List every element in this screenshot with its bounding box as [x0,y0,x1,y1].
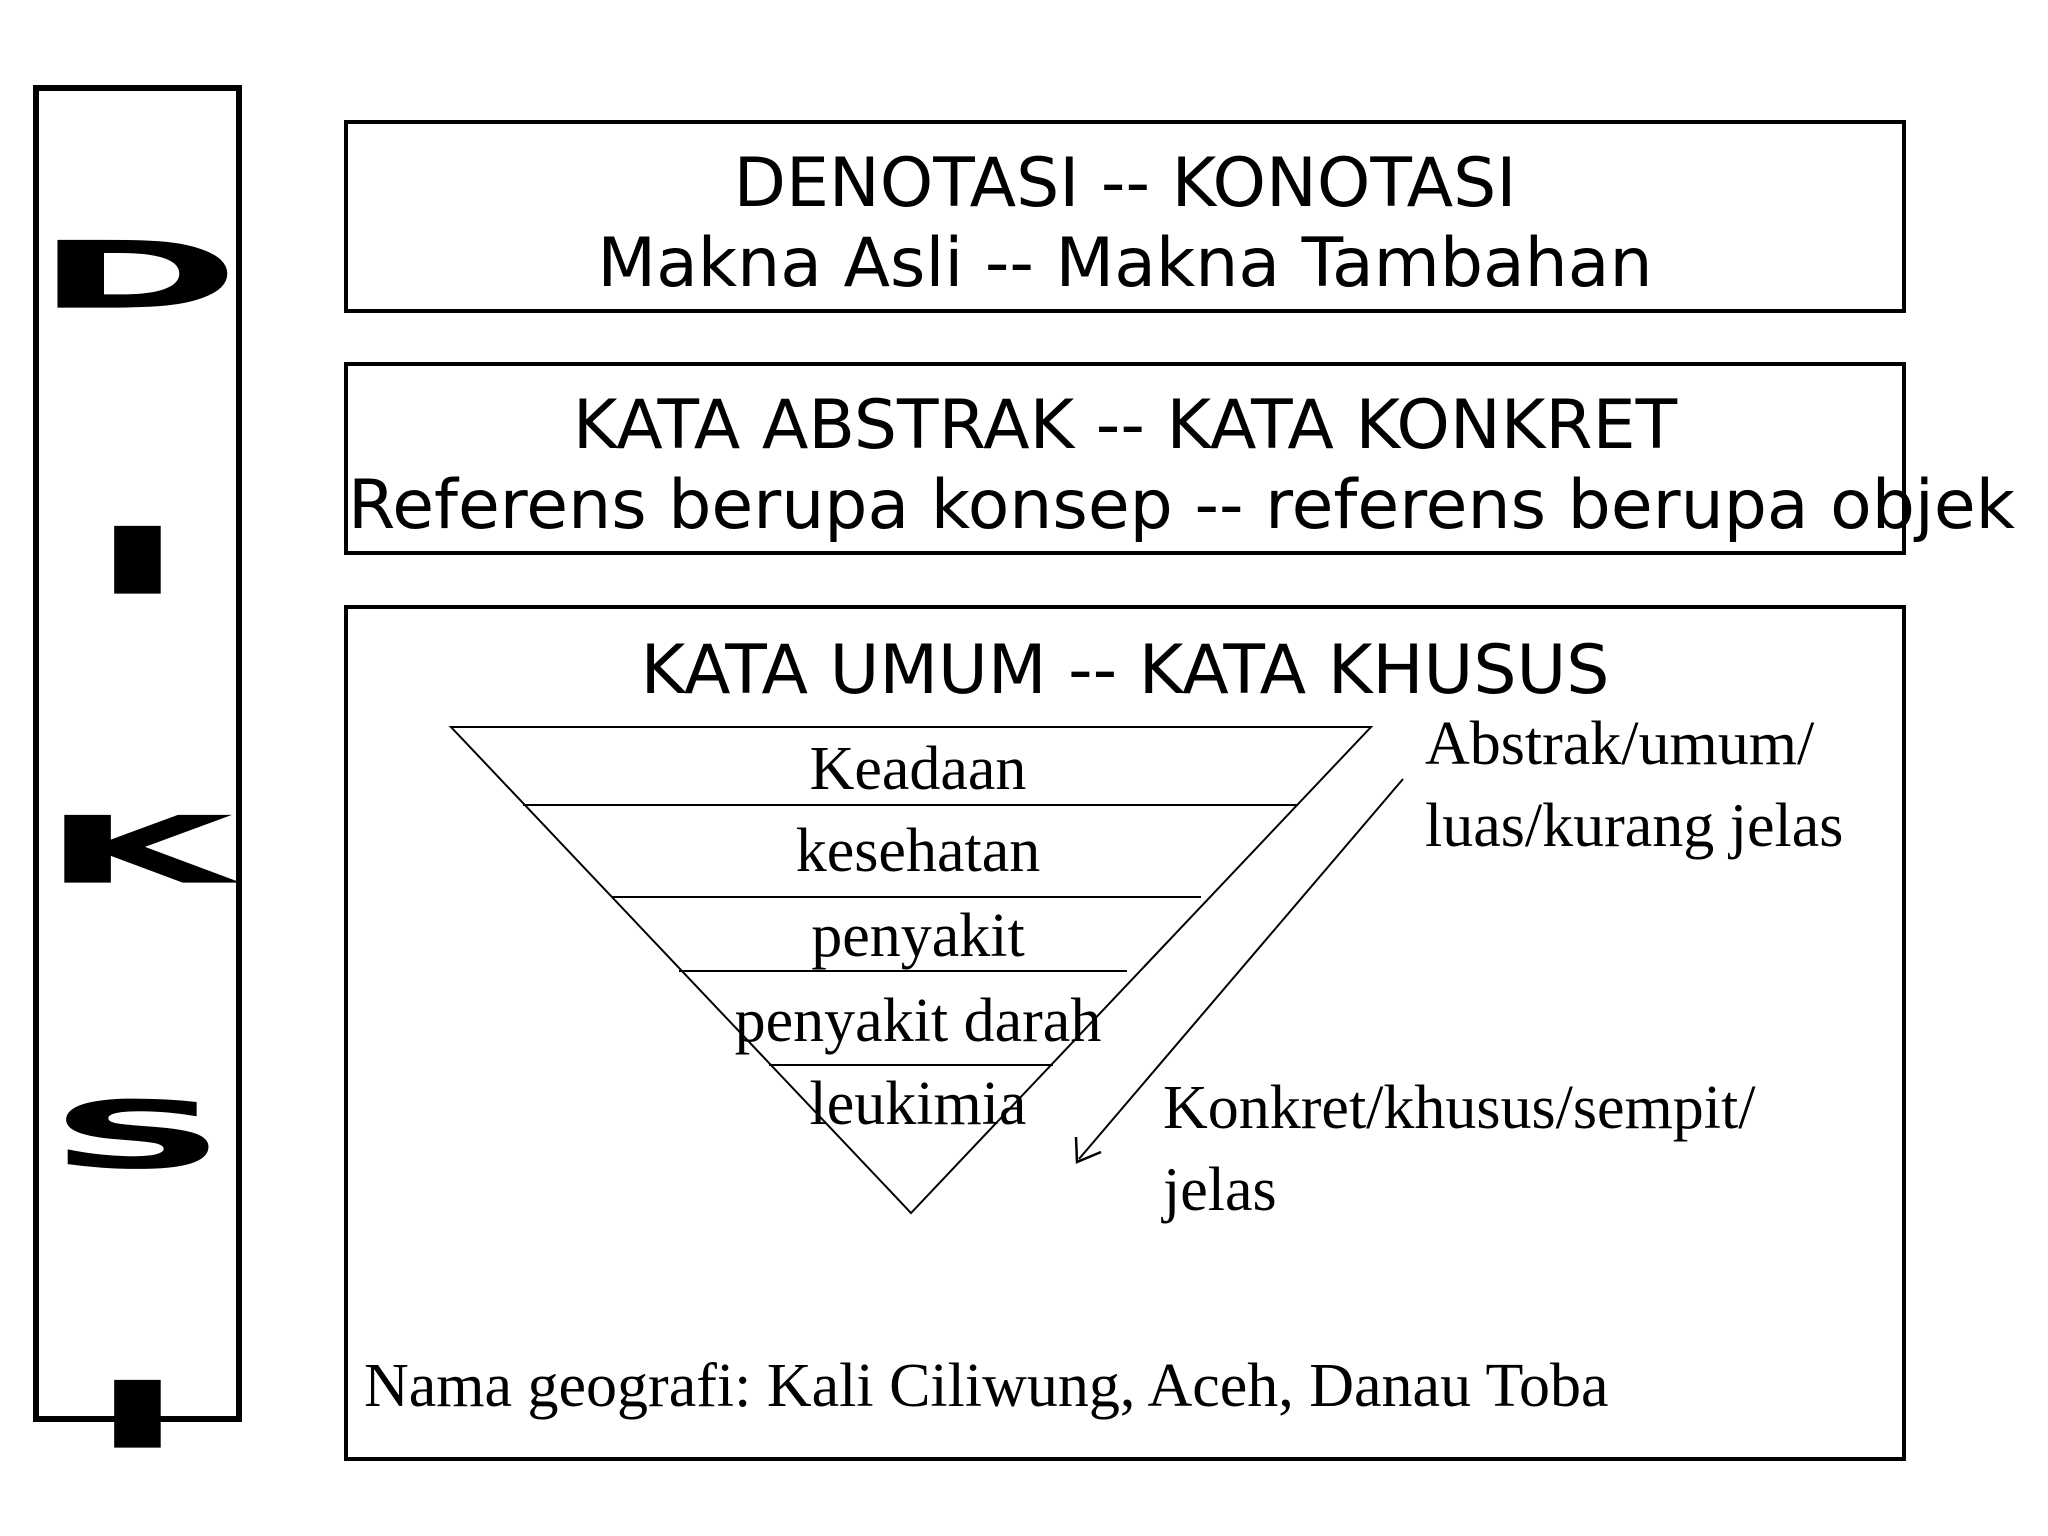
specific-note-line1: Konkret/khusus/sempit/ [1163,1074,1756,1142]
abstrak-heading: KATA ABSTRAK -- KATA KONKRET [572,386,1678,465]
level-label-penyakit: penyakit [811,902,1025,970]
denotasi-heading: DENOTASI -- KONOTASI [733,144,1517,223]
side-letter-d: D [34,222,241,330]
side-letter-i-last: I [91,1362,184,1470]
general-note-line2: luas/kurang jelas [1425,792,1844,860]
level-label-kesehatan: kesehatan [795,817,1041,885]
general-note-line1: Abstrak/umum/ [1425,710,1815,778]
denotasi-description: Makna Asli -- Makna Tambahan [597,224,1653,303]
side-letter-i-first: I [91,508,184,616]
specific-note-line2: jelas [1163,1156,1277,1224]
abstrak-description: Referens berupa konsep -- referens berupa objek [348,466,2016,545]
side-letter-s: S [48,1082,227,1190]
umum-heading: KATA UMUM -- KATA KHUSUS [640,631,1610,710]
side-letter-k: K [41,797,234,905]
level-label-leukimia: leukimia [809,1070,1027,1138]
level-label-keadaan: Keadaan [809,735,1027,803]
level-label-penyakit-darah: penyakit darah [734,987,1102,1055]
geography-example: Nama geografi: Kali Ciliwung, Aceh, Danau Toba [364,1352,1609,1420]
